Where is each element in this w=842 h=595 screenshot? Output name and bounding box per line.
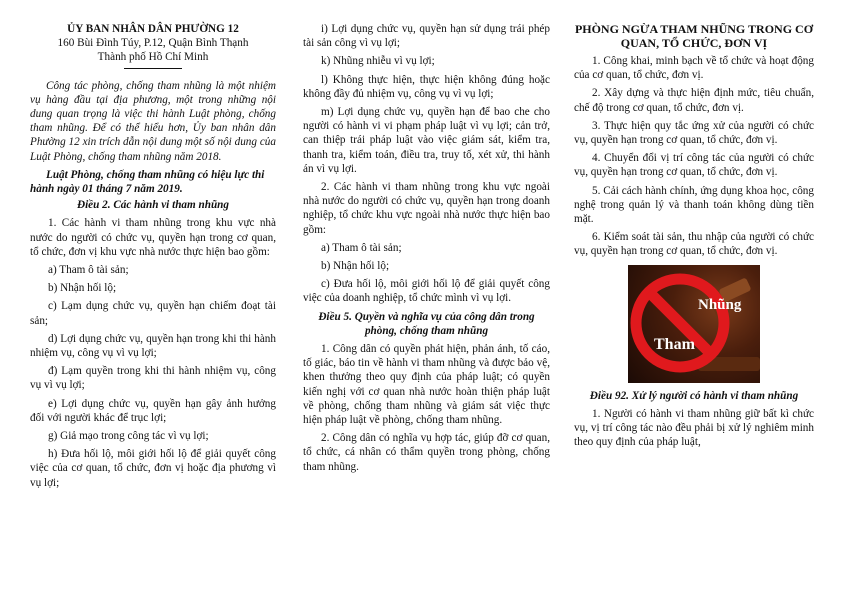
article-2-clause-1: 1. Các hành vi tham nhũng trong khu vực nhà nước do người có chức vụ, quyền hạn trong cơ quan, tổ chức, đơn vị khu vực nhà nước thực hiện bao gồm: [30,217,276,258]
list-item: l) Không thực hiện, thực hiện không đúng hoặc không đầy đủ nhiệm vụ, công vụ vì vụ lợi; [303,73,550,100]
prohibition-sign-icon [628,265,760,383]
article-5-clause-1: 1. Công dân có quyền phát hiện, phản ánh, tố cáo, tố giác, báo tin về hành vi tham nhũng và được bảo vệ, khen thưởng theo quy định của pháp luật; có quyền kiến nghị với cơ quan nhà nước hoàn thiện pháp luật về phòng, chống tham nhũng và giám sát việc thực hiện pháp luật về phòng, chống tham nhũng. [303,343,550,427]
org-name: ỦY BAN NHÂN DÂN PHƯỜNG 12 [67,23,239,35]
column-3 [574,22,814,453]
list-item: 2. Xây dựng và thực hiện định mức, tiêu chuẩn, chế độ trong cơ quan, tổ chức, đơn vị. [574,87,814,114]
image-word-tham: Tham [654,335,695,353]
list-item: 5. Cải cách hành chính, ứng dụng khoa học, công nghệ trong quản lý và thanh toán không dùng tiền mặt. [574,184,814,226]
article-92-title: Điều 92. Xử lý người có hành vi tham nhũng [589,389,799,402]
list-item: d) Lợi dụng chức vụ, quyền hạn trong khi thi hành nhiệm vụ, công vụ vì vụ lợi; [30,332,276,360]
list-item: 4. Chuyển đổi vị trí công tác của người có chức vụ, quyền hạn trong cơ quan, tổ chức, đơn vị. [574,152,814,179]
list-item: c) Đưa hối lộ, môi giới hối lộ để giải quyết công việc của doanh nghiệp, tổ chức mình vì vụ lợi. [303,278,550,305]
list-item: m) Lợi dụng chức vụ, quyền hạn để bao che cho người có hành vi vi phạm pháp luật vì vụ lợi; cản trở, can thiệp trái pháp luật vào việc giám sát, kiểm tra, thanh tra, kiểm toán, điều tra, truy tố, xét xử, thi hành án vì vụ lợi. [303,106,550,175]
anti-corruption-image [628,265,760,383]
list-item: đ) Lạm quyền trong khi thi hành nhiệm vụ, công vụ vì vụ lợi; [30,365,276,392]
image-word-nhung: Nhũng [698,296,742,313]
article-5-title: Điều 5. Quyền và nghĩa vụ của công dân trong phòng, chống tham nhũng [318,310,535,337]
list-item: b) Nhận hối lộ; [321,260,390,273]
list-item: c) Lạm dụng chức vụ, quyền hạn chiếm đoạt tài sản; [30,300,276,327]
article-5-clause-2: 2. Công dân có nghĩa vụ hợp tác, giúp đỡ cơ quan, tổ chức, cá nhân có thẩm quyền trong phòng, chống tham nhũng. [303,432,550,473]
address-line-2: Thành phố Hồ Chí Minh [97,51,209,64]
list-item: k) Nhũng nhiễu vì vụ lợi; [321,55,435,68]
list-item: i) Lợi dụng chức vụ, quyền hạn sử dụng trái phép tài sản công vì vụ lợi; [303,23,550,50]
list-item: a) Tham ô tài sản; [48,264,129,277]
list-item: b) Nhận hối lộ; [48,282,117,295]
article-2-clause-2: 2. Các hành vi tham nhũng trong khu vực ngoài nhà nước do người có chức vụ, quyền hạn trong doanh nghiệp, tổ chức khu vực ngoài nhà nước thực hiện bao gồm: [303,181,550,236]
list-item: e) Lợi dụng chức vụ, quyền hạn gây ảnh hưởng đối với người khác để trục lợi; [30,397,276,424]
list-item: 3. Thực hiện quy tắc ứng xử của người có chức vụ, quyền hạn trong cơ quan, tổ chức, đơn vị. [574,119,814,147]
address-line-1: 160 Bùi Đình Túy, P.12, Quận Bình Thạnh [57,37,249,50]
article-2-title: Điều 2. Các hành vi tham nhũng [76,199,229,212]
list-item: h) Đưa hối lộ, môi giới hối lộ để giải quyết công việc của cơ quan, tổ chức, đơn vị hoặc địa phương vì vụ lợi; [30,448,276,489]
section-title: PHÒNG NGỪA THAM NHŨNG TRONG CƠ QUAN, TỔ CHỨC, ĐƠN VỊ [574,22,814,50]
list-item: 1. Công khai, minh bạch về tổ chức và hoạt động của cơ quan, tổ chức, đơn vị. [574,55,814,82]
list-item: g) Giả mạo trong công tác vì vụ lợi; [48,430,209,443]
article-92-clause-1: 1. Người có hành vi tham nhũng giữ bất kì chức vụ, vị trí công tác nào đều phải bị xử lý nghiêm minh theo quy định của pháp luật, [574,407,814,449]
column-2 [303,22,550,478]
law-effective-date: Luật Phòng, chống tham nhũng có hiệu lực thi hành ngày 01 tháng 7 năm 2019. [30,168,265,196]
intro-paragraph: Công tác phòng, chống tham nhũng là một nhiệm vụ hàng đầu tại địa phương, một trong những nội dung quan trọng là việc thi hành Luật phòng, chống tham nhũng. Để có thể hiểu hơn, Ủy ban nhân dân Phường 12 xin trích dẫn nội dung một số nội dung của Luật Phòng, chống tham nhũng năm 2018. [30,79,276,163]
list-item: 6. Kiểm soát tài sản, thu nhập của người có chức vụ, quyền hạn trong cơ quan, tổ chức, đơn vị. [574,231,814,258]
list-item: a) Tham ô tài sản; [321,241,402,254]
header-divider [124,68,182,69]
column-1 [30,22,276,494]
